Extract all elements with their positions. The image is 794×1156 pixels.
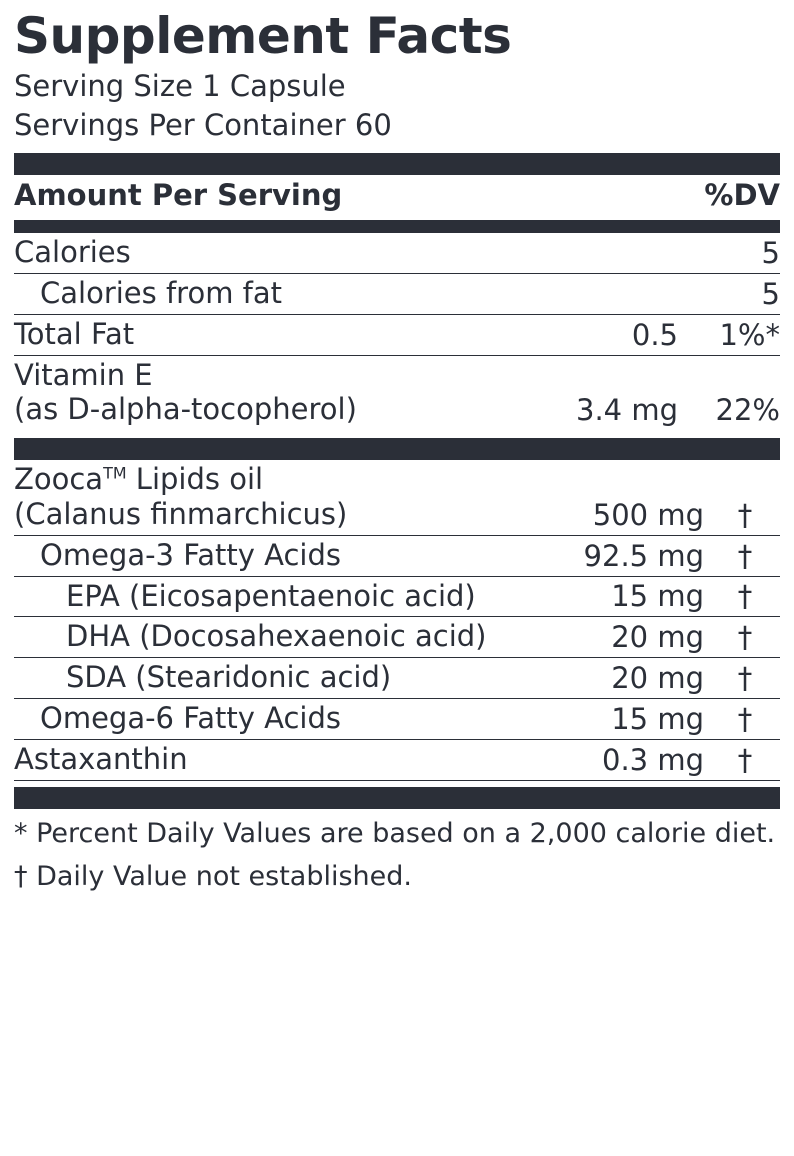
page-title: Supplement Facts xyxy=(14,7,512,65)
row-dv: † xyxy=(710,617,780,658)
trademark-symbol: TM xyxy=(103,463,127,483)
header-amount-per-serving: Amount Per Serving xyxy=(14,178,343,213)
table-row xyxy=(14,739,780,780)
table-row xyxy=(14,274,780,315)
row-name-line1 xyxy=(14,462,563,497)
row-amount: 92.5 mg xyxy=(563,535,710,576)
row-name-line2: (Calanus finmarchicus) xyxy=(14,497,348,532)
row-name-line1: Vitamin E xyxy=(14,357,153,392)
row-amount xyxy=(524,233,684,273)
row-amount: 15 mg xyxy=(563,576,710,617)
footnote-daily-value-not-established: † Daily Value not established. xyxy=(14,861,412,893)
servings-per-container: Servings Per Container 60 xyxy=(14,108,392,143)
table-row xyxy=(14,535,780,576)
row-dv: † xyxy=(710,739,780,780)
table-row xyxy=(14,355,780,430)
nutrition-table-upper xyxy=(14,233,780,430)
brand-name-rest: Lipids oil xyxy=(126,462,264,497)
row-amount: 15 mg xyxy=(563,699,710,740)
row-name: DHA (Docosahexaenoic acid) xyxy=(14,617,563,658)
table-row xyxy=(14,617,780,658)
row-name: Omega-6 Fatty Acids xyxy=(14,699,563,740)
row-dv: † xyxy=(710,658,780,699)
row-amount: 3.4 mg xyxy=(576,393,678,428)
row-name: Omega-3 Fatty Acids xyxy=(14,535,563,576)
row-name: Astaxanthin xyxy=(14,739,563,780)
row-amount: 20 mg xyxy=(563,658,710,699)
row-amount: 0.5 xyxy=(524,314,684,355)
brand-name: Zooca xyxy=(14,462,104,497)
row-name: SDA (Stearidonic acid) xyxy=(14,658,563,699)
header-percent-dv: %DV xyxy=(704,178,780,213)
divider-thick-bottom xyxy=(14,787,780,809)
row-dv: 5 xyxy=(684,233,780,273)
table-row xyxy=(14,576,780,617)
row-amount: 0.3 mg xyxy=(563,739,710,780)
table-header-row xyxy=(14,175,780,216)
table-row xyxy=(14,314,780,355)
row-dv: 22% xyxy=(715,393,780,428)
row-amount: 500 mg xyxy=(563,460,710,535)
row-name-line2: (as D-alpha-tocopherol) xyxy=(14,392,357,427)
nutrition-header-table xyxy=(14,175,780,216)
row-name xyxy=(14,355,524,430)
row-name xyxy=(14,460,563,535)
row-dv: 1%* xyxy=(684,314,780,355)
divider-thick-middle xyxy=(14,438,780,460)
row-name: Calories from fat xyxy=(14,274,524,315)
row-name: EPA (Eicosapentaenoic acid) xyxy=(14,576,563,617)
divider-thick-top xyxy=(14,153,780,175)
nutrition-table-lower xyxy=(14,460,780,780)
row-name: Calories xyxy=(14,233,524,273)
table-row xyxy=(14,658,780,699)
row-dv: † xyxy=(710,535,780,576)
divider-mid-top xyxy=(14,220,780,233)
row-dv: 5 xyxy=(684,274,780,315)
row-dv: † xyxy=(710,576,780,617)
row-amount: 20 mg xyxy=(563,617,710,658)
row-dv: † xyxy=(710,699,780,740)
serving-size: Serving Size 1 Capsule xyxy=(14,69,346,103)
footnote-daily-value-percent: * Percent Daily Values are based on a 2,000 calorie diet. xyxy=(14,817,776,849)
table-row xyxy=(14,699,780,740)
table-row xyxy=(14,233,780,273)
row-amount xyxy=(524,274,684,315)
row-name: Total Fat xyxy=(14,314,524,355)
table-row xyxy=(14,460,780,535)
row-dv: † xyxy=(710,460,780,535)
